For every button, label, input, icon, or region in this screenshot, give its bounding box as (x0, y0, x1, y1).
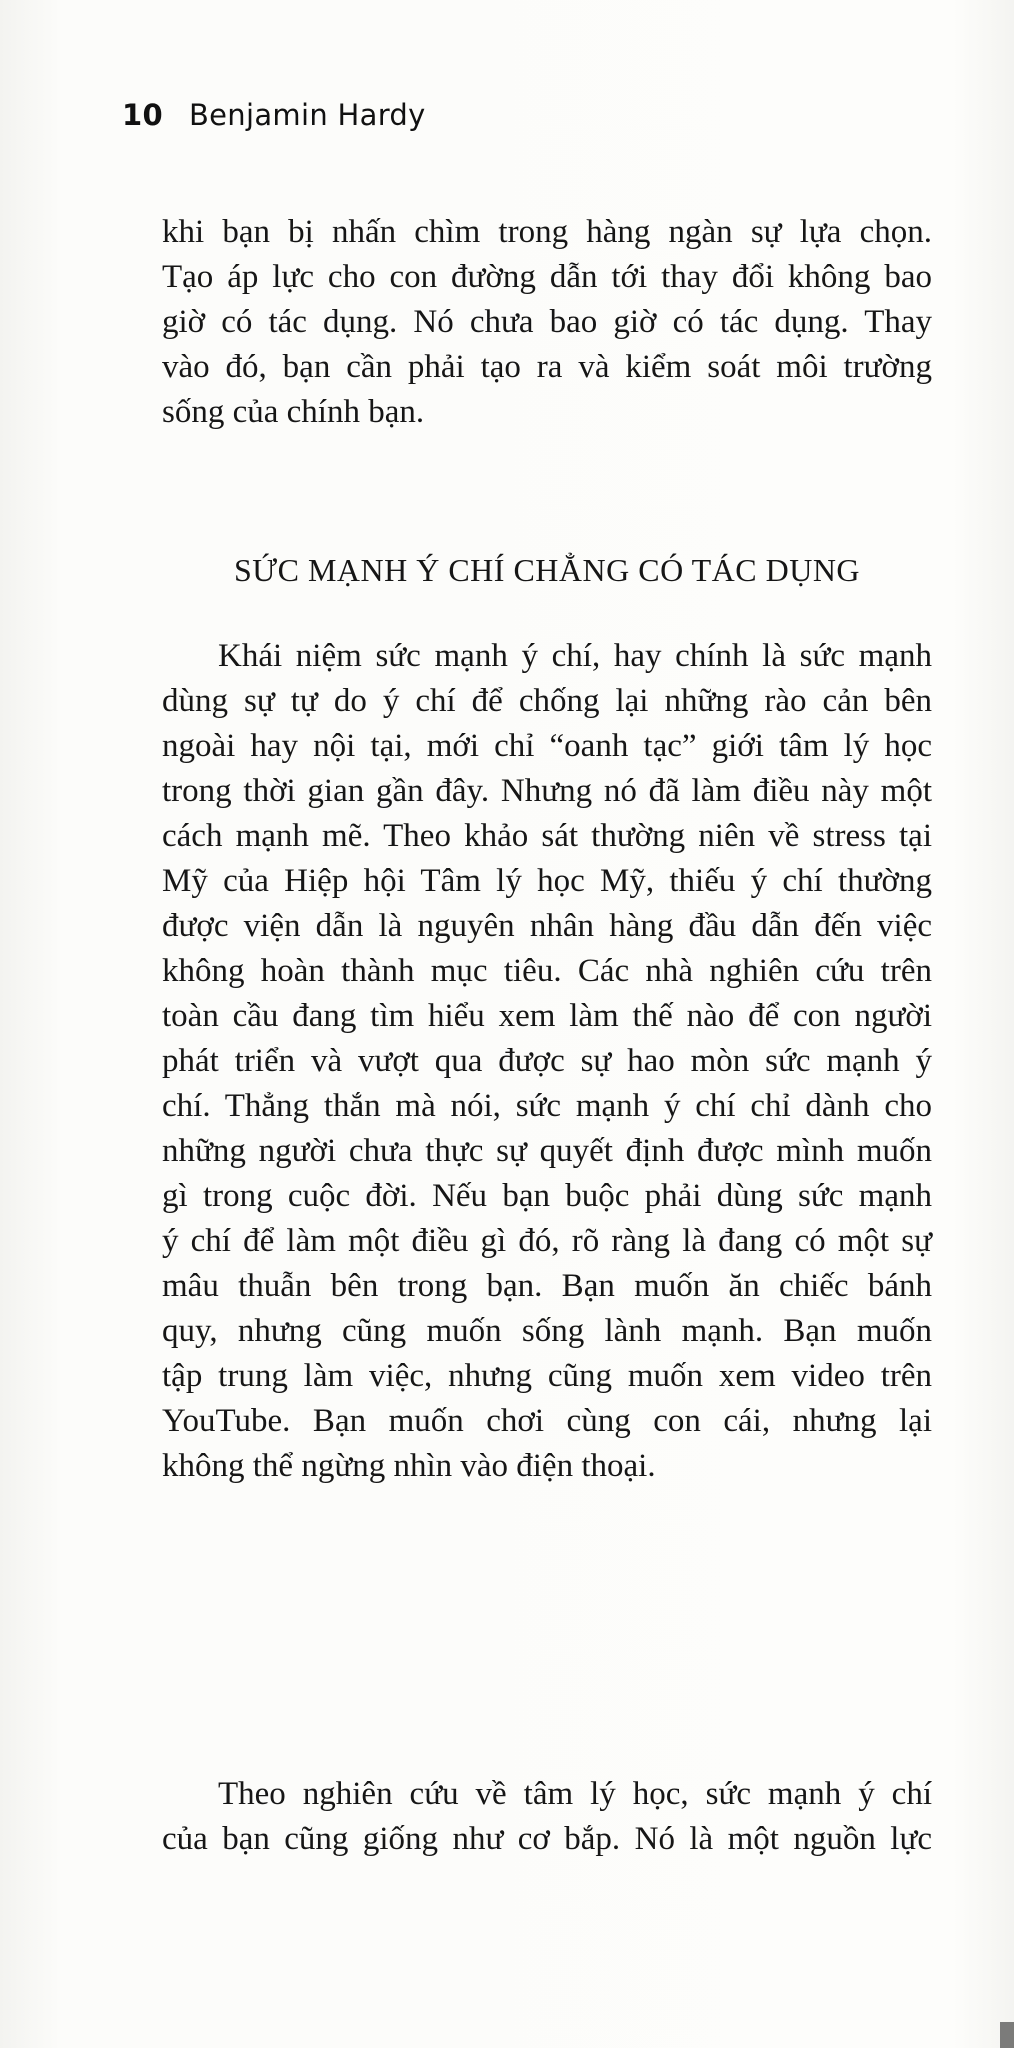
text-line: toàn cầu đang tìm hiểu xem làm thế nào để con người (162, 998, 932, 1034)
text-line: vào đó, bạn cần phải tạo ra và kiểm soát môi trường (162, 349, 932, 385)
text-line: trong thời gian gần đây. Nhưng nó đã làm điều này một (162, 773, 932, 809)
text-line: YouTube. Bạn muốn chơi cùng con cái, nhưng lại (162, 1403, 932, 1439)
running-header (122, 98, 426, 132)
paragraph-willpower (162, 634, 932, 1489)
text-line: không hoàn thành mục tiêu. Các nhà nghiên cứu trên (162, 953, 932, 989)
section-heading: SỨC MẠNH Ý CHÍ CHẲNG CÓ TÁC DỤNG (233, 552, 861, 588)
text-line: Tạo áp lực cho con đường dẫn tới thay đổi không bao (162, 259, 932, 295)
text-line: khi bạn bị nhấn chìm trong hàng ngàn sự lựa chọn. (162, 214, 932, 250)
text-line: tập trung làm việc, nhưng cũng muốn xem video trên (162, 1358, 932, 1394)
text-line: không thể ngừng nhìn vào điện thoại. (162, 1448, 656, 1484)
text-line: quy, nhưng cũng muốn sống lành mạnh. Bạn muốn (162, 1313, 932, 1349)
text-line: chí. Thẳng thắn mà nói, sức mạnh ý chí chỉ dành cho (162, 1088, 932, 1124)
paragraph-research (162, 1772, 932, 1862)
page-number: 10 (122, 98, 163, 132)
text-line: ý chí để làm một điều gì đó, rõ ràng là đang có một sự (162, 1223, 932, 1259)
text-line: của bạn cũng giống như cơ bắp. Nó là một nguồn lực (162, 1821, 932, 1857)
text-line: cách mạnh mẽ. Theo khảo sát thường niên về stress tại (162, 818, 932, 854)
paragraph-continued (162, 210, 932, 435)
text-line: phát triển và vượt qua được sự hao mòn sức mạnh ý (162, 1043, 932, 1079)
text-line: Khái niệm sức mạnh ý chí, hay chính là sức mạnh (218, 638, 932, 674)
text-line: dùng sự tự do ý chí để chống lại những rào cản bên (162, 683, 932, 719)
page-edge-shadow (1000, 2022, 1014, 2048)
text-line: sống của chính bạn. (162, 394, 425, 430)
author-name: Benjamin Hardy (188, 98, 426, 132)
text-line: mâu thuẫn bên trong bạn. Bạn muốn ăn chiếc bánh (162, 1268, 932, 1304)
text-line: những người chưa thực sự quyết định được mình muốn (162, 1133, 932, 1169)
text-line: giờ có tác dụng. Nó chưa bao giờ có tác dụng. Thay (162, 304, 932, 340)
text-line: Mỹ của Hiệp hội Tâm lý học Mỹ, thiếu ý chí thường (162, 863, 932, 899)
text-line: gì trong cuộc đời. Nếu bạn buộc phải dùng sức mạnh (162, 1178, 932, 1214)
text-line: ngoài hay nội tại, mới chỉ “oanh tạc” giới tâm lý học (162, 728, 932, 764)
text-line: được viện dẫn là nguyên nhân hàng đầu dẫn đến việc (162, 908, 932, 944)
text-line: Theo nghiên cứu về tâm lý học, sức mạnh ý chí (218, 1776, 932, 1812)
